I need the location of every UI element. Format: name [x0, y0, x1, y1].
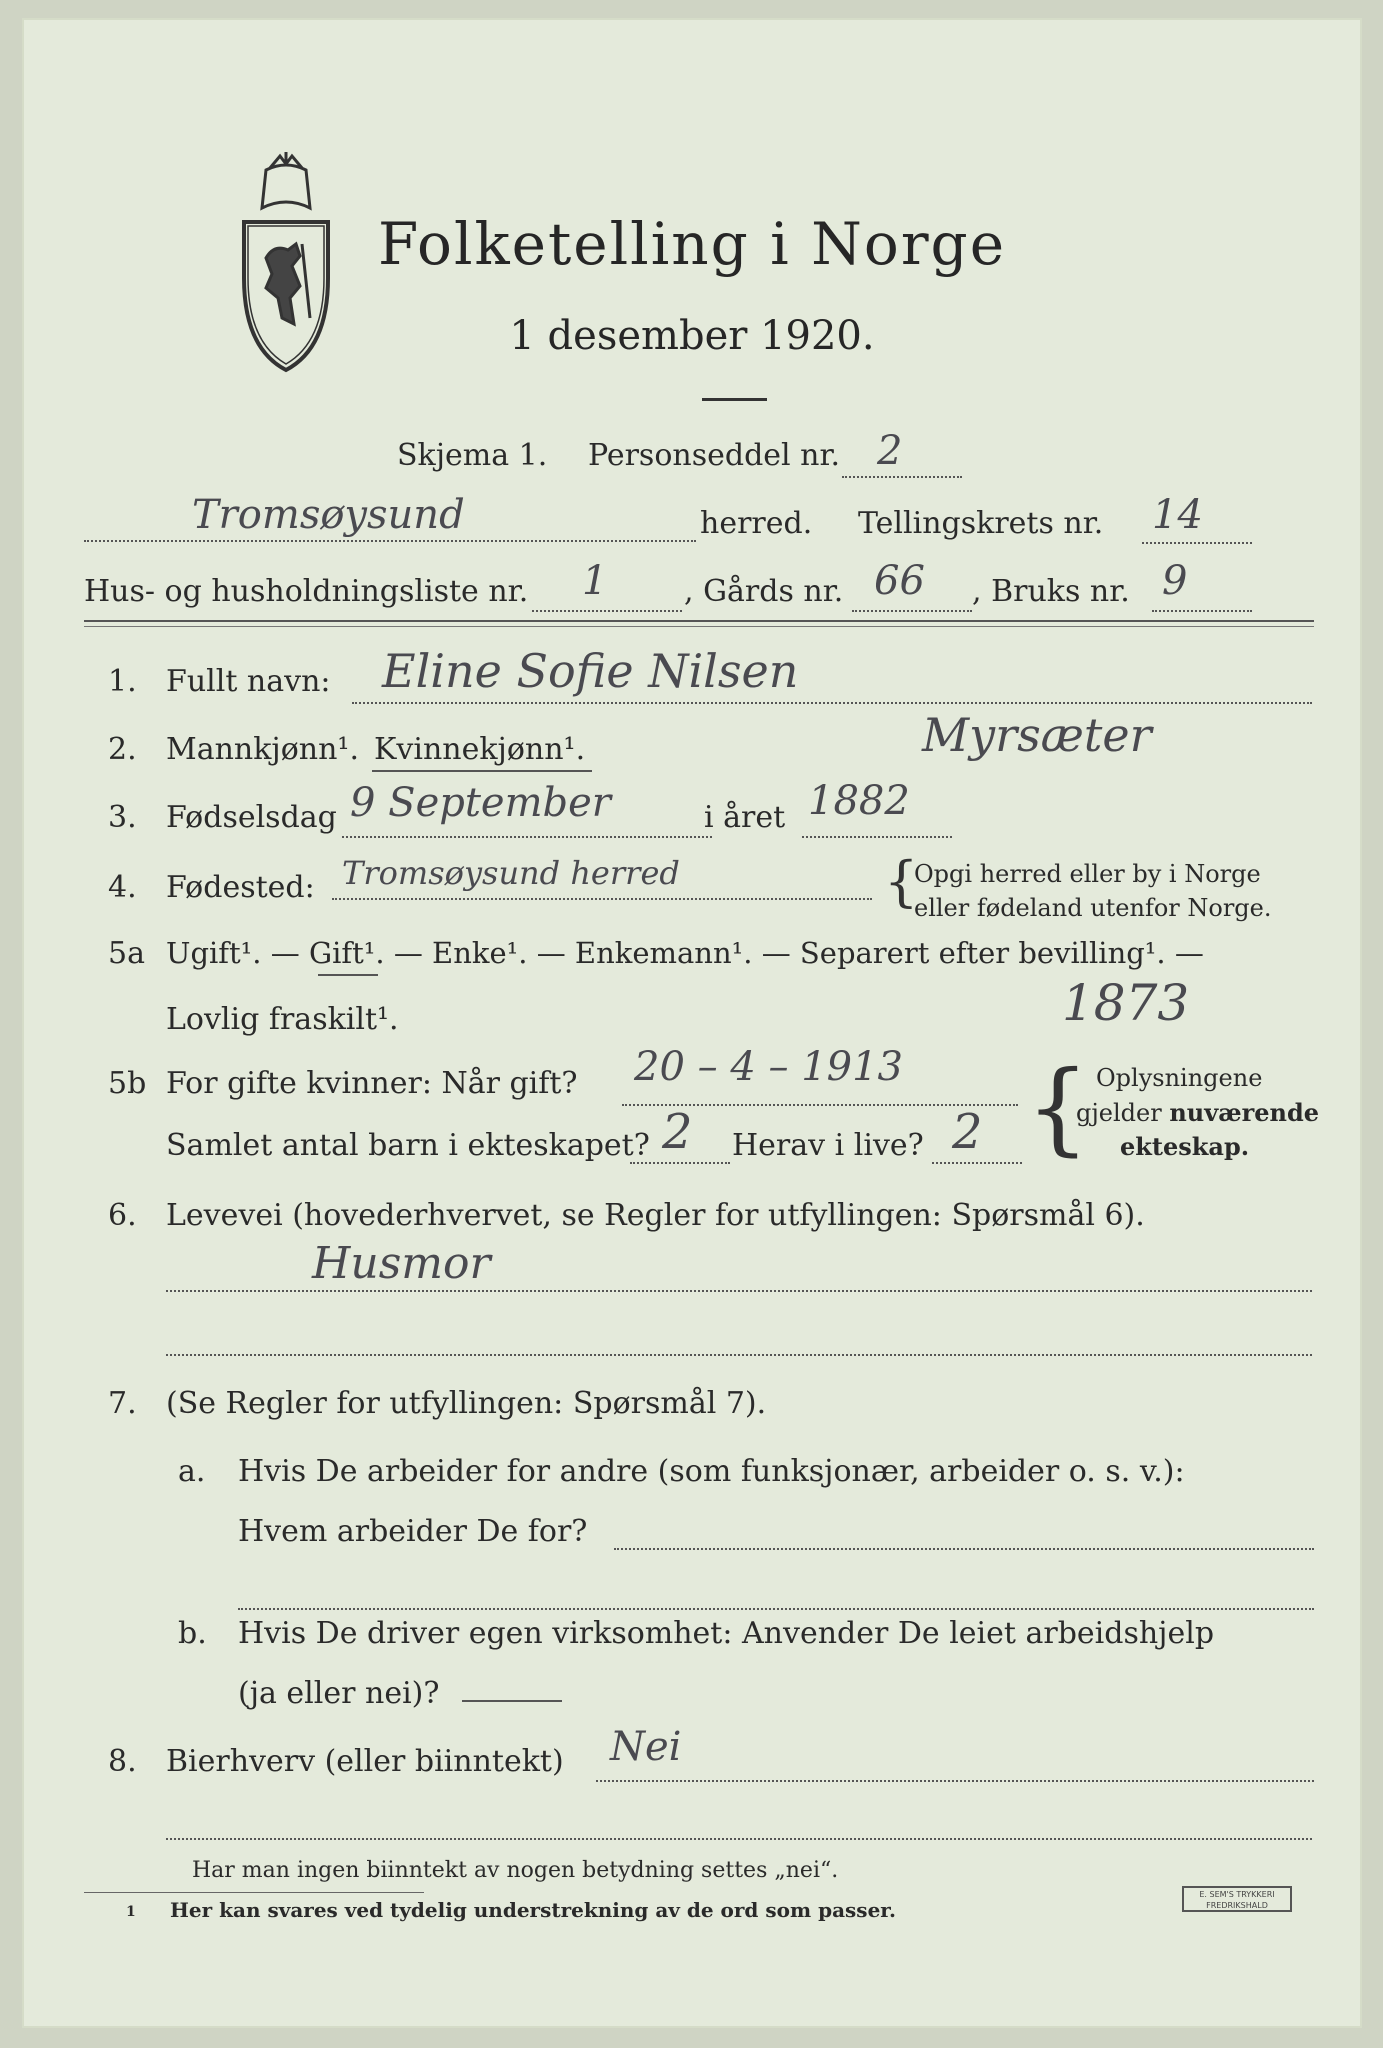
- q5b-note-line3: ekteskap.: [1120, 1132, 1250, 1161]
- q8-value[interactable]: Nei: [610, 1724, 682, 1770]
- skjema-label: Skjema 1.: [397, 438, 548, 473]
- q3-year-label: i året: [704, 800, 786, 835]
- q5b-number: 5b: [108, 1066, 147, 1101]
- q5b-alive-value[interactable]: 2: [952, 1104, 983, 1160]
- q8-label: Bierhverv (eller biinntekt): [166, 1744, 564, 1779]
- husliste-label: Hus- og husholdningsliste nr.: [84, 574, 529, 609]
- q8-line2: [166, 1838, 1312, 1840]
- q1-number: 1.: [108, 664, 137, 699]
- q5b-alive-label: Herav i live?: [732, 1128, 924, 1163]
- bruks-line: [1152, 610, 1252, 612]
- q2-male-option[interactable]: Mannkjønn¹.: [166, 732, 359, 767]
- q2-female-underline: [372, 770, 592, 772]
- bruks-label: , Bruks nr.: [972, 574, 1130, 609]
- q5b-children-line: [630, 1162, 730, 1164]
- q5b-children-label: Samlet antal barn i ekteskapet?: [166, 1128, 650, 1163]
- q5b-married-value[interactable]: 20 – 4 – 1913: [634, 1044, 904, 1090]
- herred-label: herred.: [700, 506, 813, 541]
- q3-line: [342, 836, 712, 838]
- q2-number: 2.: [108, 732, 137, 767]
- bruks-value[interactable]: 9: [1162, 558, 1188, 604]
- q1-label: Fullt navn:: [166, 664, 331, 699]
- q5b-note-line2: gjelder nuværende: [1076, 1098, 1320, 1127]
- q7b-letter: b.: [178, 1616, 207, 1651]
- tellingskrets-label: Tellingskrets nr.: [858, 506, 1104, 541]
- q6-line2: [166, 1354, 1312, 1356]
- q3-year-value[interactable]: 1882: [808, 778, 910, 824]
- q7-label: (Se Regler for utfyllingen: Spørsmål 7).: [166, 1386, 767, 1421]
- q4-brace: {: [884, 850, 919, 913]
- q7a-line2: Hvem arbeider De for?: [238, 1514, 588, 1549]
- q3-number: 3.: [108, 800, 137, 835]
- tellingskrets-value[interactable]: 14: [1152, 492, 1203, 538]
- q3-value[interactable]: 9 September: [350, 780, 611, 826]
- q7a-letter: a.: [178, 1454, 206, 1489]
- q7a-answer-line2: [238, 1608, 1314, 1610]
- q4-line: [332, 898, 872, 900]
- q7b-dash-answer[interactable]: [462, 1700, 562, 1702]
- husliste-value[interactable]: 1: [582, 558, 608, 604]
- q8-number: 8.: [108, 1744, 137, 1779]
- gards-label: , Gårds nr.: [684, 574, 844, 609]
- personseddel-line: [842, 476, 962, 478]
- q5b-note-line1: Oplysningene: [1096, 1064, 1263, 1092]
- q6-label: Levevei (hovederhvervet, se Regler for utfyllingen: Spørsmål 6).: [166, 1198, 1145, 1233]
- q5a-annotation: 1873: [1062, 974, 1190, 1032]
- footnote-marker: 1: [126, 1904, 136, 1920]
- footer-note: Har man ingen biinntekt av nogen betydning settes „nei“.: [192, 1858, 839, 1883]
- personseddel-value[interactable]: 2: [877, 428, 903, 474]
- q5b-married-label: For gifte kvinner: Når gift?: [166, 1066, 578, 1101]
- gards-value[interactable]: 66: [874, 558, 925, 604]
- q5b-children-value[interactable]: 2: [662, 1104, 693, 1160]
- q7a-line1: Hvis De arbeider for andre (som funksjonær, arbeider o. s. v.):: [238, 1454, 1185, 1489]
- page-title: Folketelling i Norge: [377, 210, 1007, 278]
- footnote-text: Her kan svares ved tydelig understrekning av de ord som passer.: [170, 1898, 896, 1922]
- gards-line: [852, 610, 972, 612]
- header-rule-top: [84, 620, 1314, 622]
- census-form-page: [22, 18, 1362, 2028]
- q4-label: Fødested:: [166, 870, 315, 905]
- q1-line: [352, 702, 1312, 704]
- q6-line1: [166, 1290, 1312, 1292]
- q2-female-option[interactable]: Kvinnekjønn¹.: [374, 732, 586, 767]
- q6-value[interactable]: Husmor: [312, 1238, 491, 1289]
- q3-label: Fødselsdag: [166, 800, 337, 835]
- q3-year-line: [802, 836, 952, 838]
- q5b-alive-line: [932, 1162, 1022, 1164]
- header-rule-bottom: [84, 626, 1314, 627]
- tellingskrets-line: [1142, 542, 1252, 544]
- q4-value[interactable]: Tromsøysund herred: [342, 854, 680, 892]
- q7b-line1: Hvis De driver egen virksomhet: Anvender De leiet arbeidshjelp: [238, 1616, 1215, 1651]
- q5a-gift-underline: [318, 974, 378, 976]
- q1-value[interactable]: Eline Sofie Nilsen: [382, 644, 799, 698]
- q8-line: [596, 1780, 1314, 1782]
- q5a-options-line2[interactable]: Lovlig fraskilt¹.: [166, 1002, 399, 1037]
- q5b-brace: {: [1026, 1049, 1090, 1166]
- footnote-rule: [84, 1892, 424, 1893]
- q4-number: 4.: [108, 870, 137, 905]
- printer-stamp: E. SEM'S TRYKKERI FREDRIKSHALD: [1182, 1886, 1292, 1912]
- title-divider: [702, 398, 767, 401]
- q6-number: 6.: [108, 1198, 137, 1233]
- q5a-number: 5a: [108, 936, 145, 971]
- personseddel-label: Personseddel nr.: [588, 438, 841, 473]
- husliste-line: [532, 610, 682, 612]
- q7b-line2: (ja eller nei)?: [238, 1676, 440, 1711]
- q7a-answer-line1: [614, 1548, 1314, 1550]
- q4-note-line1: Opgi herred eller by i Norge: [914, 860, 1261, 888]
- q7-number: 7.: [108, 1386, 137, 1421]
- page-subtitle: 1 desember 1920.: [509, 313, 875, 359]
- herred-line: [84, 540, 696, 542]
- q4-note-line2: eller fødeland utenfor Norge.: [914, 894, 1272, 922]
- q5a-options[interactable]: Ugift¹. — Gift¹. — Enke¹. — Enkemann¹. — Separert efter bevilling¹. —: [166, 936, 1204, 970]
- q1-surname-value[interactable]: Myrsæter: [922, 708, 1152, 762]
- herred-value[interactable]: Tromsøysund: [192, 492, 465, 538]
